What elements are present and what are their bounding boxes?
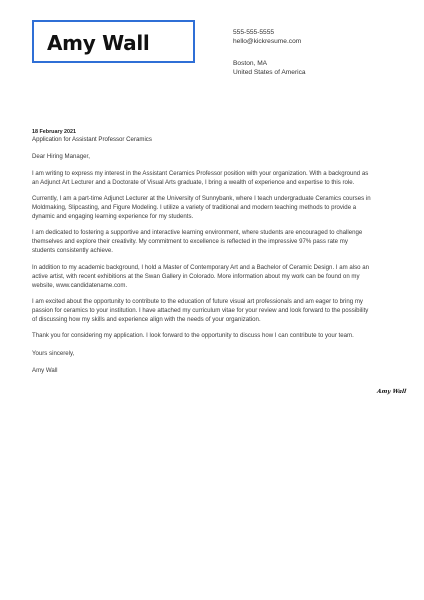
paragraph-3: I am dedicated to fostering a supportive and interactive learning environment, where students are encouraged to challenge themselves and explore their creativity. My commitment to excellence is reflected in the impressive 97% pass rate my students consistently achieve. [32, 229, 363, 254]
sender-name: Amy Wall [32, 367, 58, 374]
contact-email: hello@kickresume.com [233, 38, 302, 45]
contact-city: Boston, MA [233, 60, 268, 67]
paragraph-2: Currently, I am a part-time Adjunct Lecturer at the University of Sunnybank, where I teach undergraduate Ceramics courses in Moldmaking, Slipcasting, and Figure Modeling. I utilize a variety of traditional and modern teaching methods to provide a dynamic and engaging learning experience for my students. [32, 195, 371, 220]
paragraph-5: I am excited about the opportunity to contribute to the education of future visual art professionals and am eager to bring my passion for ceramics to your institution. I have attached my curriculum vitae for your review and look forward to the possibility of discussing how my skills and experience align with the needs of your organization. [32, 298, 369, 323]
contact-phone: 555-555-5555 [233, 29, 275, 36]
handwritten-signature: Amy Wall [376, 389, 407, 395]
paragraph-6: Thank you for considering my application. I look forward to the opportunity to discuss how I can contribute to your team. [32, 332, 354, 339]
name-header-box [32, 20, 195, 63]
applicant-name: Amy Wall [47, 31, 150, 55]
contact-country: United States of America [233, 69, 306, 76]
paragraph-1: I am writing to express my interest in the Assistant Ceramics Professor position with your organization. With a background as an Adjunct Art Lecturer and a Doctorate of Visual Arts graduate, I bring a wealth of experience and expertise to this role. [32, 170, 369, 186]
letter-date: 18 February 2021 [32, 129, 77, 135]
letter-subject: Application for Assistant Professor Ceramics [32, 136, 152, 143]
greeting: Dear Hiring Manager, [32, 153, 90, 160]
closing: Yours sincerely, [32, 350, 75, 357]
paragraph-4: In addition to my academic background, I hold a Master of Contemporary Art and a Bachelor of Ceramic Design. I am also an active artist, with recent exhibitions at the Swan Gallery in Colorado. More information about my work can be found on my website, www.candidatename.com. [32, 264, 370, 289]
